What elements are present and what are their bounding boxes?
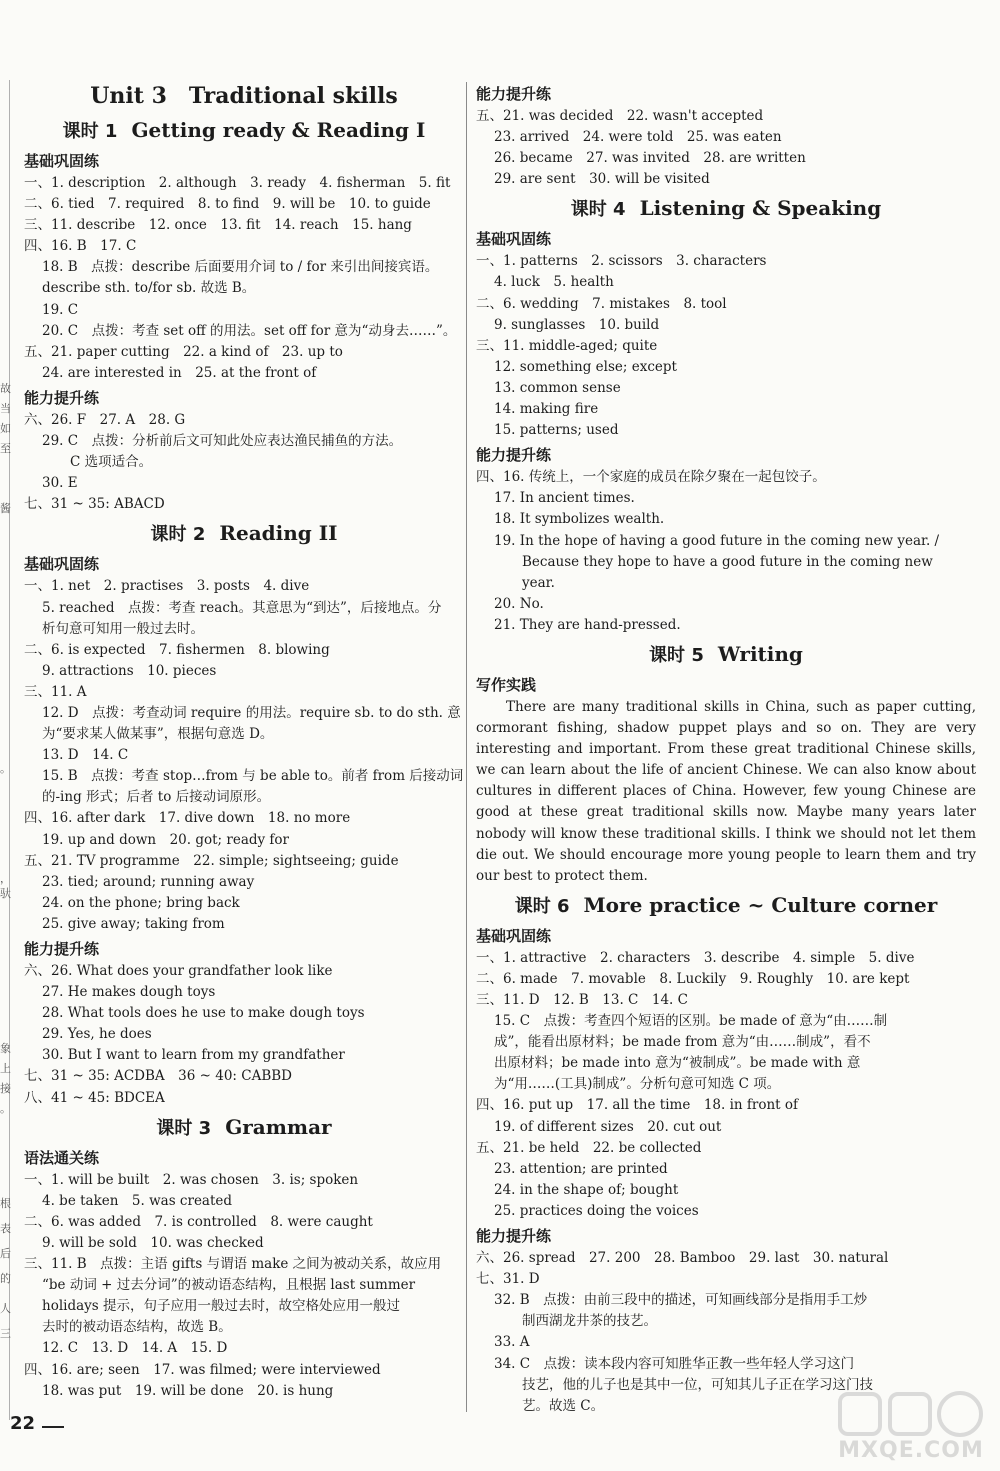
answer-line: 5. reached 点拨：考查 reach。其意思为“到达”，后接地点。分 — [42, 599, 442, 616]
answer-line: 19. In the hope of having a good future in the coming new year. / — [494, 532, 940, 549]
edge-char: 。 — [0, 762, 11, 775]
answer-line: 13. D 14. C — [42, 747, 129, 764]
answer-line: 18. was put 19. will be done 20. is hung — [42, 1382, 334, 1399]
edge-char: 当 — [0, 402, 11, 415]
answer-line: 六、26. spread 27. 200 28. Bamboo 29. last 30. natural — [476, 1250, 889, 1267]
answer-line: 15. C 点拨：考查四个短语的区别。be made of 意为“由……制 — [494, 1013, 888, 1030]
section-heading: 语法通关练 — [24, 1148, 100, 1167]
answer-line: 23. tied; around; running away — [42, 873, 255, 890]
page-number: 22 — [10, 1413, 36, 1434]
edge-char: 酱 — [0, 502, 11, 515]
lesson-title: Listening & Speaking — [639, 196, 882, 221]
answer-line: 六、26. F 27. A 28. G — [24, 411, 186, 428]
answer-line: 制西湖龙井茶的技艺。 — [522, 1313, 657, 1330]
answer-line: 六、26. What does your grandfather look like — [24, 963, 333, 979]
watermark — [836, 1388, 986, 1466]
lesson-title: Writing — [717, 641, 803, 666]
lesson-number: 课时 2 — [150, 524, 206, 546]
section-heading: 能力提升练 — [476, 1227, 552, 1246]
lesson-number: 课时 5 — [649, 644, 704, 666]
edge-char: 接 — [0, 1082, 11, 1095]
answer-line: 12. something else; except — [494, 358, 677, 375]
answer-line: 29. are sent 30. will be visited — [494, 171, 710, 188]
answer-line: 30. E — [42, 475, 78, 492]
lesson-heading — [24, 518, 464, 550]
answer-line: 26. became 27. was invited 28. are written — [494, 150, 806, 167]
answer-line: 23. arrived 24. were told 25. was eaten — [494, 129, 782, 146]
section-heading: 基础巩固练 — [476, 230, 552, 249]
answer-line: 二、6. was added 7. is controlled 8. were caught — [24, 1213, 373, 1230]
page-number-rule — [42, 1426, 64, 1428]
lesson-heading — [476, 639, 976, 671]
section-heading: 基础巩固练 — [24, 555, 100, 574]
edge-char: 上 — [0, 1062, 11, 1075]
watermark-logo-icon — [836, 1388, 986, 1440]
answer-line: 出原材料；be made into 意为“被制成”。be made with 意 — [494, 1055, 861, 1072]
section-heading: 基础巩固练 — [24, 152, 100, 170]
answer-line: 二、6. tied 7. required 8. to find 9. will be 10. to guide — [24, 196, 431, 213]
answer-line: 19. C — [42, 301, 79, 318]
lesson-number: 课时 6 — [514, 895, 570, 917]
answer-line: 29. C 点拨：分析前后文可知此处应表达渔民捕鱼的方法。 — [42, 433, 403, 450]
answer-line: 12. D 点拨：考查动词 require 的用法。require sb. to do sth. 意 — [42, 704, 461, 721]
answer-line: 9. attractions 10. pieces — [42, 662, 217, 679]
answer-line: 4. luck 5. health — [494, 274, 614, 291]
answer-line: 21. They are hand-pressed. — [494, 616, 681, 633]
left-margin-rule — [9, 80, 10, 1420]
answer-line: 技艺，他的儿子也是其中一位，可知其儿子正在学习这门技 — [522, 1376, 873, 1393]
edge-char: 表 — [0, 1222, 11, 1235]
answer-line: 七、31 ~ 35: ABACD — [24, 496, 165, 513]
answer-line: 34. C 点拨：读本段内容可知胜华正教一些年轻人学习这门 — [494, 1355, 855, 1372]
answer-line: 15. patterns; used — [494, 422, 619, 439]
answer-line: 三、11. describe 12. once 13. fit 14. reach 15. hang — [24, 217, 412, 234]
lesson-title: More practice ~ Culture corner — [583, 892, 938, 917]
answer-line: 18. B 点拨：describe 后面要用介词 to / for 来引出间接宾语。 — [42, 259, 439, 276]
answer-line: 四、16. are; seen 17. was filmed; were interviewed — [24, 1361, 381, 1378]
answer-line: 32. B 点拨：由前三段中的描述，可知画线部分是指用手工炒 — [494, 1292, 868, 1309]
edge-char: ， — [0, 872, 11, 885]
answer-line: 15. B 点拨：考查 stop…from 与 be able to。前者 from 后接动词 — [42, 768, 464, 785]
answer-line: 八、41 ~ 45: BDCEA — [24, 1089, 165, 1106]
edge-char: 三 — [0, 1327, 11, 1340]
answer-line: 20. No. — [494, 595, 544, 612]
lesson-number: 课时 1 — [62, 121, 118, 142]
answer-line: 24. on the phone; bring back — [42, 894, 240, 911]
answer-line: 24. in the shape of; bought — [494, 1181, 679, 1198]
answer-line: 20. C 点拨：考查 set off 的用法。set off for 意为“动身去……”。 — [42, 322, 457, 339]
watermark-text: MXQE.COM — [838, 1438, 984, 1463]
lesson-heading — [24, 1112, 464, 1144]
answer-line: 29. Yes, he does — [42, 1026, 152, 1043]
answer-line: 七、31. D — [476, 1271, 540, 1288]
answer-line: 25. give away; taking from — [42, 915, 225, 932]
answer-line: 一、1. attractive 2. characters 3. describe 4. simple 5. dive — [476, 949, 915, 966]
edge-char: 的 — [0, 1272, 11, 1285]
answer-line: 成”，能看出原材料；be made from 意为“由……制成”，看不 — [494, 1034, 871, 1051]
answer-line: 三、11. D 12. B 13. C 14. C — [476, 992, 688, 1008]
answer-line: 23. attention; are printed — [494, 1160, 668, 1177]
answer-line: “be 动词 + 过去分词”的被动语态结构，且根据 last summer — [42, 1277, 416, 1294]
unit-title: Unit 3 Traditional skills — [90, 83, 398, 109]
answer-line: 为“要求某人做某事”，根据句意选 D。 — [42, 726, 274, 743]
answer-line: 为“用……(工具)制成”。分析句意可知选 C 项。 — [494, 1076, 781, 1093]
lesson-title: Getting ready & Reading I — [131, 118, 426, 142]
left-column — [24, 80, 464, 1402]
edge-char: 人 — [0, 1302, 11, 1315]
right-column — [476, 80, 976, 1417]
answer-line: 七、31 ~ 35: ACDBA 36 ~ 40: CABBD — [24, 1068, 292, 1085]
answer-line: 三、11. A — [24, 683, 87, 700]
answer-line: 艺。故选 C。 — [522, 1397, 605, 1414]
answer-line: 9. sunglasses 10. build — [494, 316, 660, 333]
answer-line: C 选项适合。 — [70, 454, 153, 471]
answer-line: 一、1. patterns 2. scissors 3. characters — [476, 253, 767, 270]
answer-line: 27. He makes dough toys — [42, 984, 216, 1001]
answer-line: 12. C 13. D 14. A 15. D — [42, 1340, 228, 1357]
answer-line: 24. are interested in 25. at the front of — [42, 364, 317, 381]
answer-line: 30. But I want to learn from my grandfather — [42, 1047, 345, 1064]
answer-line: 三、11. middle-aged; quite — [476, 337, 658, 354]
answer-line: 一、1. net 2. practises 3. posts 4. dive — [24, 578, 310, 595]
answer-line: 析句意可知用一般过去时。 — [42, 620, 204, 637]
answer-line: 19. up and down 20. got; ready for — [42, 831, 290, 848]
answer-line: holidays 提示，句子应用一般过去时，故空格处应用一般过 — [42, 1298, 400, 1315]
lesson-heading — [476, 193, 976, 225]
section-heading: 能力提升练 — [476, 85, 552, 103]
lesson-heading — [476, 890, 976, 922]
answer-line: 13. common sense — [494, 379, 621, 396]
edge-char: 至 — [0, 442, 11, 455]
answer-line: 二、6. wedding 7. mistakes 8. tool — [476, 295, 727, 312]
answer-line: 四、16. B 17. C — [24, 238, 137, 255]
section-heading: 能力提升练 — [24, 940, 100, 958]
answer-line: describe sth. to/for sb. 故选 B。 — [42, 280, 256, 297]
answer-line: 二、6. is expected 7. fishermen 8. blowing — [24, 641, 330, 658]
answer-line: 14. making fire — [494, 401, 599, 418]
answer-line: 一、1. description 2. although 3. ready 4. fisherman 5. fit — [24, 175, 451, 191]
answer-line: 四、16. 传统上，一个家庭的成员在除夕聚在一起包饺子。 — [476, 469, 826, 486]
answer-line: year. — [522, 574, 555, 591]
answer-line: Because they hope to have a good future in the coming new — [522, 553, 933, 570]
answer-line: 25. practices doing the voices — [494, 1202, 699, 1219]
answer-line: 4. be taken 5. was created — [42, 1192, 233, 1209]
answer-line: 33. A — [494, 1334, 530, 1351]
answer-line: 一、1. will be built 2. was chosen 3. is; spoken — [24, 1171, 359, 1188]
lesson-number: 课时 4 — [570, 199, 626, 221]
edge-char: 。 — [0, 1102, 11, 1115]
lesson-heading — [24, 115, 464, 147]
edge-char: 故 — [0, 382, 11, 395]
answer-line: 28. What tools does he use to make dough toys — [42, 1005, 365, 1022]
section-heading: 能力提升练 — [24, 388, 100, 407]
answer-line: 19. of different sizes 20. cut out — [494, 1118, 722, 1135]
answer-line: 18. It symbolizes wealth. — [494, 511, 665, 528]
edge-char: 象 — [0, 1042, 11, 1055]
edge-char: 驮 — [0, 887, 11, 900]
answer-line: 三、11. B 点拨：主语 gifts 与谓语 make 之间为被动关系，故应用 — [24, 1256, 442, 1273]
answer-line: 17. In ancient times. — [494, 490, 635, 507]
lesson-title: Reading II — [219, 521, 338, 546]
edge-char: 后 — [0, 1247, 11, 1260]
section-heading: 基础巩固练 — [476, 926, 552, 945]
answer-line: 五、21. be held 22. be collected — [476, 1139, 702, 1156]
answer-line: 四、16. put up 17. all the time 18. in front of — [476, 1097, 798, 1114]
section-heading: 能力提升练 — [476, 446, 552, 465]
answer-line: 五、21. paper cutting 22. a kind of 23. up to — [24, 343, 343, 360]
edge-char: 如 — [0, 422, 11, 435]
column-divider — [466, 82, 467, 1412]
lesson-title: Grammar — [225, 1114, 332, 1139]
writing-paragraph: There are many traditional skills in China, such as paper cutting, cormorant fishing, shadow puppet plays and so on. They are very interesting and important. From these great traditional Chinese skills, we can learn about the life of ancient Chinese. We can also know about cultures in different places of China. However, few young Chinese are good at these great traditional skills now. Maybe many years later nobody will know these traditional skills. I think we should not let them die out. We should encourage more young people to learn them and try our best to protect them. — [476, 698, 976, 884]
lesson-number: 课时 3 — [156, 1117, 212, 1139]
answer-line: 四、16. after dark 17. dive down 18. no more — [24, 810, 351, 827]
answer-line: 9. will be sold 10. was checked — [42, 1234, 264, 1251]
answer-line: 的-ing 形式；后者 to 后接动词原形。 — [42, 789, 271, 806]
section-heading: 写作实践 — [476, 675, 537, 694]
answer-line: 去时的被动语态结构，故选 B。 — [42, 1319, 232, 1336]
answer-line: 二、6. made 7. movable 8. Luckily 9. Roughly 10. are kept — [476, 970, 910, 987]
answer-line: 五、21. TV programme 22. simple; sightseeing; guide — [24, 852, 399, 869]
edge-char: 根 — [0, 1197, 11, 1210]
answer-line: 五、21. was decided 22. wasn't accepted — [476, 108, 764, 124]
